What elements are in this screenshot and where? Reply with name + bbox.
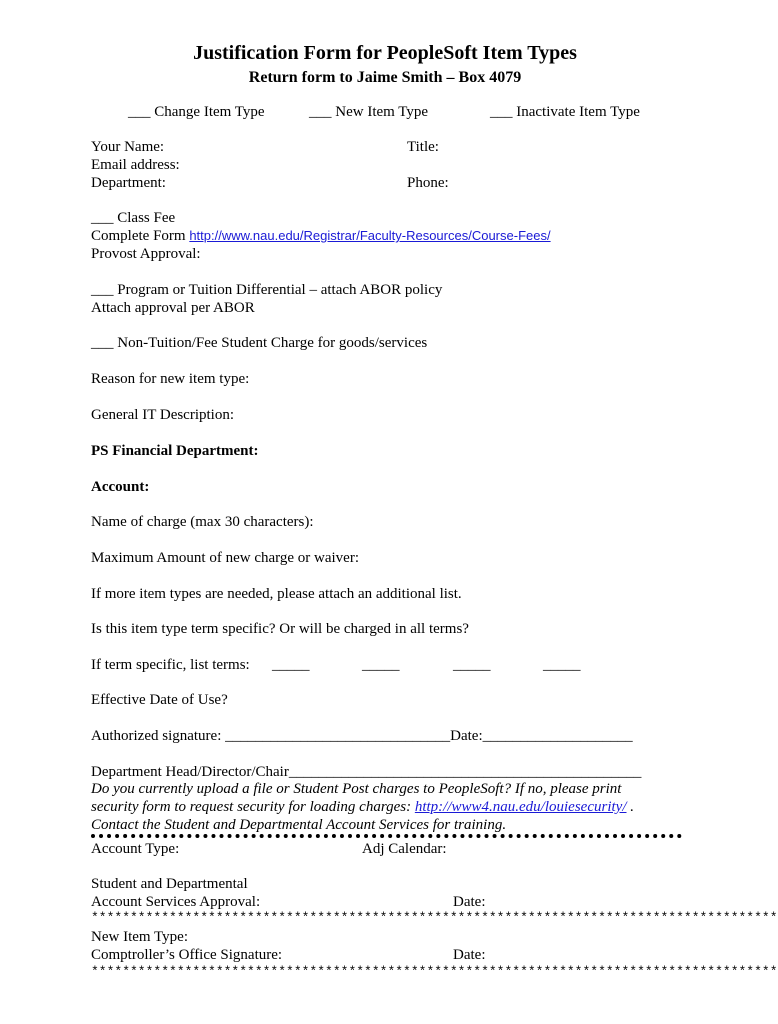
term-blank-2: _____ xyxy=(362,657,400,673)
upload-notice-line2 xyxy=(91,798,634,816)
authorized-signature-line: ______________________________ xyxy=(225,728,451,744)
program-differential-option: ___ Program or Tuition Differential – attach ABOR policy xyxy=(91,282,443,298)
your-name-label: Your Name: xyxy=(91,139,165,155)
form-title: Justification Form for PeopleSoft Item Types xyxy=(193,42,577,64)
term-specific-question: Is this item type term specific? Or will be charged in all terms? xyxy=(91,621,469,637)
notice-period: . xyxy=(626,799,634,815)
course-fees-link[interactable]: http://www.nau.edu/Registrar/Faculty-Resources/Course-Fees/ xyxy=(189,228,551,243)
upload-notice-line3: Contact the Student and Departmental Account Services for training. xyxy=(91,817,507,833)
department-head-row xyxy=(91,763,641,781)
complete-form-label: Complete Form xyxy=(91,228,186,244)
term-blank-1: _____ xyxy=(272,657,310,673)
asterisk-divider-1: **************************************************************************************** xyxy=(91,910,778,925)
term-blank-4: _____ xyxy=(543,657,581,673)
ps-financial-department-label: PS Financial Department: xyxy=(91,443,259,459)
student-dept-label: Student and Departmental xyxy=(91,876,248,892)
class-fee-option: ___ Class Fee xyxy=(91,210,176,226)
inactivate-item-type-option: ___ Inactivate Item Type xyxy=(490,104,640,120)
general-it-label: General IT Description: xyxy=(91,407,235,423)
authorized-signature-row xyxy=(91,727,633,745)
department-head-label: Department Head/Director/Chair xyxy=(91,764,289,780)
new-item-type-option: ___ New Item Type xyxy=(309,104,429,120)
name-of-charge-label: Name of charge (max 30 characters): xyxy=(91,514,314,530)
phone-label: Phone: xyxy=(407,175,449,191)
reason-label: Reason for new item type: xyxy=(91,371,250,387)
adj-calendar-label: Adj Calendar: xyxy=(362,841,447,857)
attach-abor-label: Attach approval per ABOR xyxy=(91,300,255,316)
security-form-text: security form to request security for loading charges: xyxy=(91,799,415,815)
term-list-label: If term specific, list terms: xyxy=(91,657,250,673)
provost-approval-label: Provost Approval: xyxy=(91,246,201,262)
term-blank-3: _____ xyxy=(453,657,491,673)
title-label: Title: xyxy=(407,139,439,155)
email-label: Email address: xyxy=(91,157,180,173)
change-item-type-option: ___ Change Item Type xyxy=(128,104,265,120)
services-approval-label: Account Services Approval: xyxy=(91,894,261,910)
complete-form-line xyxy=(91,227,551,245)
new-item-type-label: New Item Type: xyxy=(91,929,188,945)
more-items-note: If more item types are needed, please attach an additional list. xyxy=(91,586,462,602)
authorized-date-line: ____________________ xyxy=(482,728,633,744)
effective-date-label: Effective Date of Use? xyxy=(91,692,228,708)
office-use-divider xyxy=(91,834,682,838)
upload-notice-line1: Do you currently upload a file or Student Post charges to PeopleSoft? If no, please print xyxy=(91,781,622,797)
non-tuition-option: ___ Non-Tuition/Fee Student Charge for goods/services xyxy=(91,335,428,351)
comptroller-signature-label: Comptroller’s Office Signature: xyxy=(91,947,283,963)
authorized-date-label: Date: xyxy=(450,728,483,744)
louie-security-link[interactable]: http://www4.nau.edu/louiesecurity/ xyxy=(414,799,627,815)
department-head-line: _______________________________________________ xyxy=(288,764,642,780)
services-approval-date-label: Date: xyxy=(453,894,486,910)
authorized-signature-label: Authorized signature: xyxy=(91,728,226,744)
form-subtitle: Return form to Jaime Smith – Box 4079 xyxy=(248,69,522,86)
asterisk-divider-2: **************************************************************************************** xyxy=(91,964,778,979)
department-label: Department: xyxy=(91,175,166,191)
account-label: Account: xyxy=(91,479,150,495)
maximum-amount-label: Maximum Amount of new charge or waiver: xyxy=(91,550,359,566)
account-type-label: Account Type: xyxy=(91,841,180,857)
comptroller-date-label: Date: xyxy=(453,947,486,963)
